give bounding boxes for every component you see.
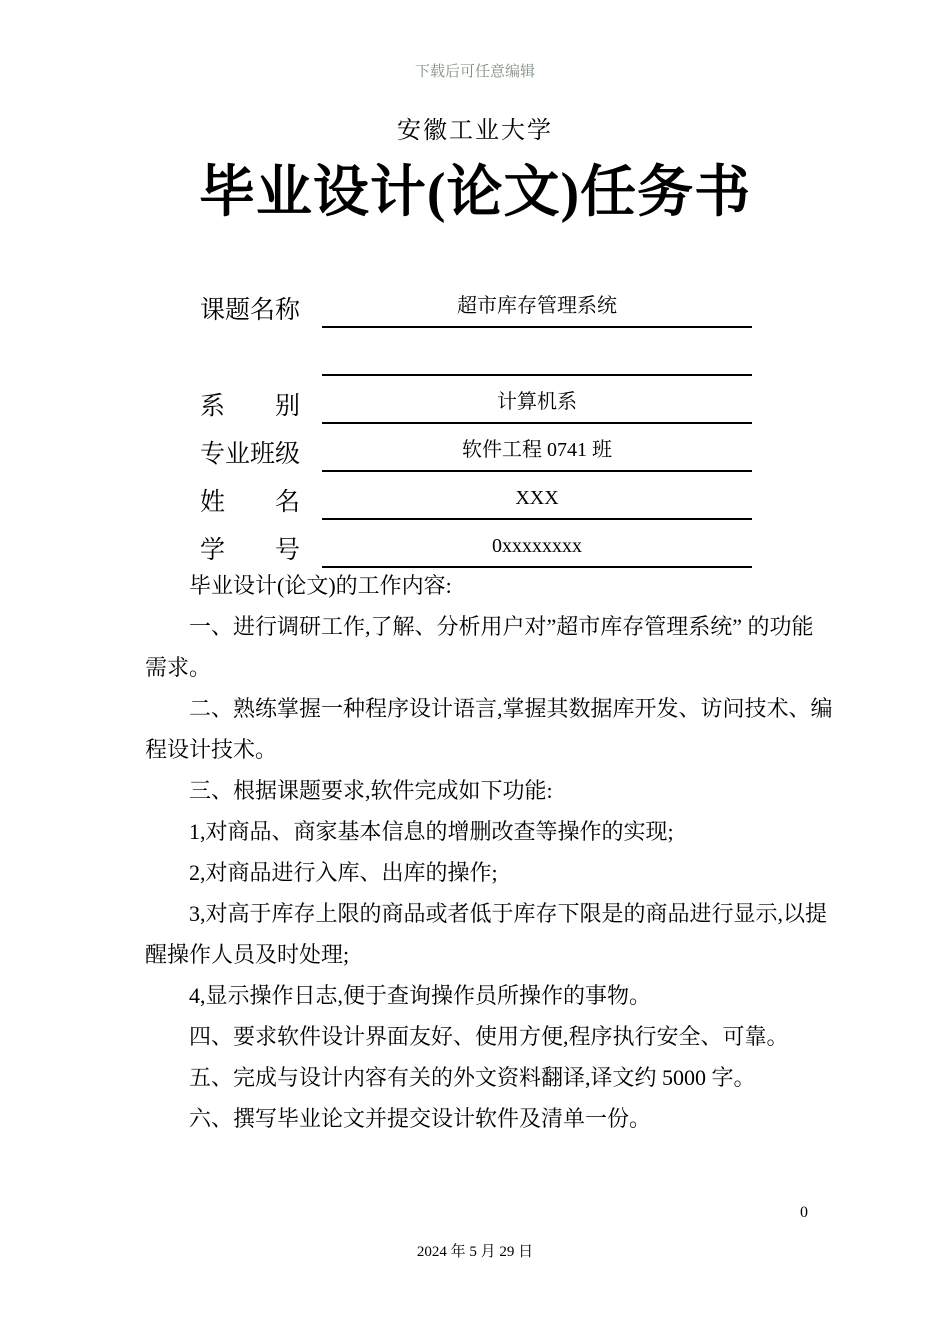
extra-underline (322, 344, 752, 376)
cover-form (200, 280, 752, 568)
student-id-label: 学 号 (200, 536, 301, 564)
topic-underline (322, 296, 752, 328)
name-label: 姓 名 (200, 488, 301, 516)
document-date: 2024 年 5 月 29 日 (416, 1244, 534, 1260)
department-label: 系 别 (200, 392, 301, 420)
name-value: XXX (515, 487, 559, 509)
content-heading: 毕业设计(论文)的工作内容: (189, 573, 452, 598)
content-paragraph-1: 一、进行调研工作,了解、分析用户对”超市库存管理系统” 的功能需求。 (145, 614, 814, 680)
content-paragraph-9: 五、完成与设计内容有关的外文资料翻译,译文约 5000 字。 (189, 1065, 756, 1090)
content-paragraph-2: 二、熟练掌握一种程序设计语言,掌握其数据库开发、访问技术、编程设计技术。 (145, 696, 833, 762)
form-row-topic-extra-line (200, 328, 752, 376)
department-value: 计算机系 (497, 391, 577, 413)
content-paragraph-5: 2,对商品进行入库、出库的操作; (189, 860, 498, 885)
student-id-value: 0xxxxxxxx (492, 535, 582, 557)
major-class-underline (322, 440, 752, 472)
document-title: 毕业设计(论文)任务书 (198, 162, 752, 224)
form-row-student-id (200, 520, 752, 568)
university-name: 安徽工业大学 (397, 118, 553, 144)
content-paragraph-7: 4,显示操作日志,便于查询操作员所操作的事物。 (189, 983, 652, 1008)
major-class-label: 专业班级 (200, 440, 301, 468)
topic-label: 课题名称 (200, 296, 301, 324)
form-row-topic (200, 280, 752, 328)
topic-value: 超市库存管理系统 (457, 295, 617, 317)
major-class-value: 软件工程 0741 班 (462, 439, 612, 461)
student-id-underline (322, 536, 752, 568)
content-paragraph-8: 四、要求软件设计界面友好、使用方便,程序执行安全、可靠。 (189, 1024, 789, 1049)
name-underline (322, 488, 752, 520)
form-row-department (200, 376, 752, 424)
extra-line-label (200, 372, 322, 376)
work-content-section (145, 565, 833, 1139)
form-row-name (200, 472, 752, 520)
download-edit-notice: 下载后可任意编辑 (414, 63, 535, 80)
content-paragraph-10: 六、撰写毕业论文并提交设计软件及清单一份。 (189, 1106, 652, 1131)
form-row-major-class (200, 424, 752, 472)
content-paragraph-6: 3,对高于库存上限的商品或者低于库存下限是的商品进行显示,以提醒操作人员及时处理; (145, 901, 828, 967)
page-number: 0 (800, 1204, 808, 1221)
content-paragraph-4: 1,对商品、商家基本信息的增删改查等操作的实现; (189, 819, 674, 844)
content-paragraph-3: 三、根据课题要求,软件完成如下功能: (189, 778, 553, 803)
department-underline (322, 392, 752, 424)
